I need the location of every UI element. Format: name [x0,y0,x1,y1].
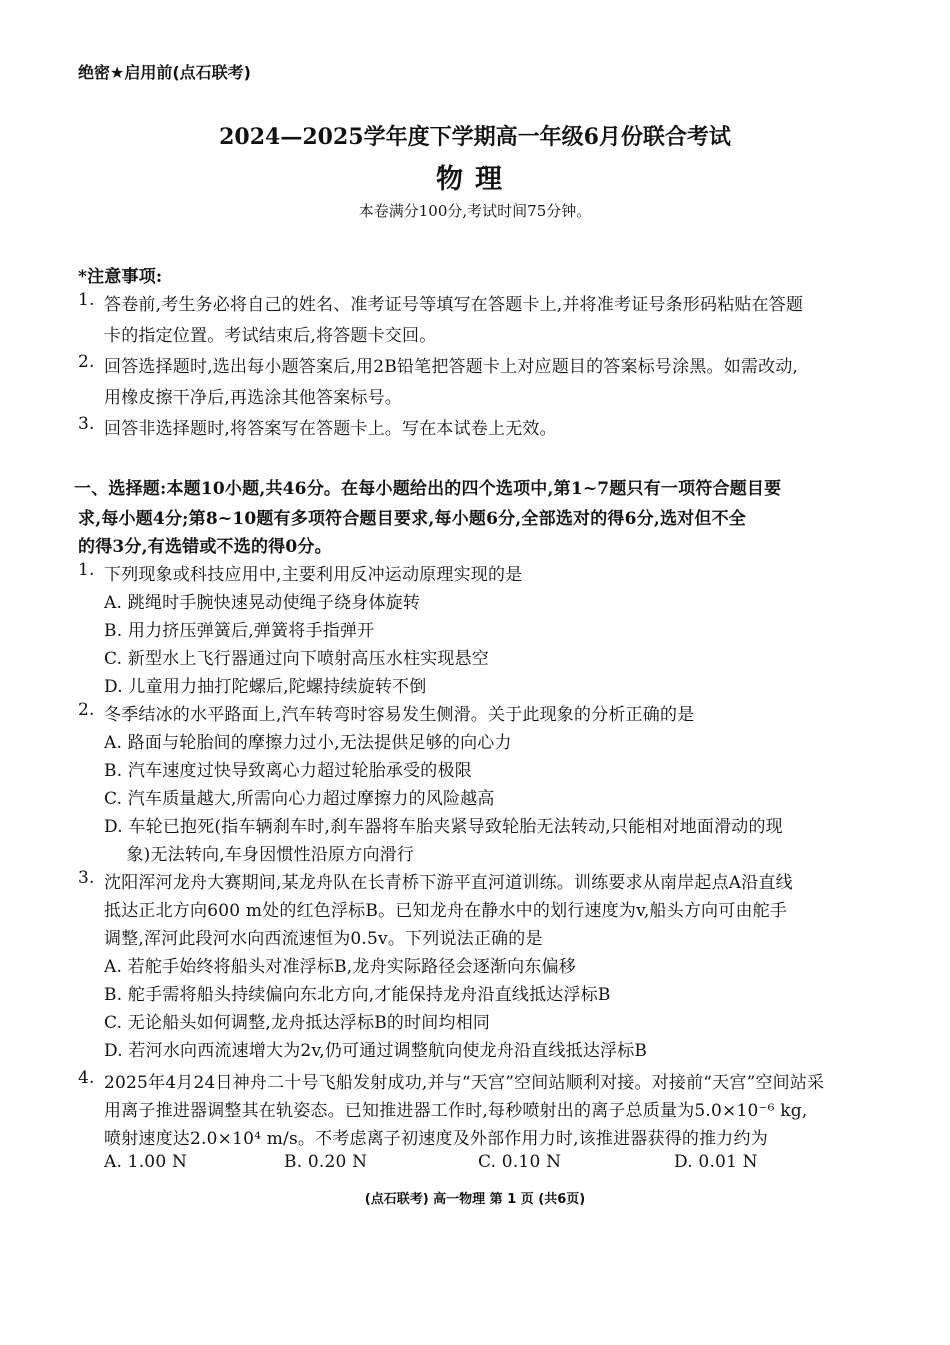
question-number: 1. [78,560,95,580]
option-b: B. 舵手需将船头持续偏向东北方向,才能保持龙舟沿直线抵达浮标B [104,985,611,1005]
question-stem: 喷射速度达2.0×10⁴ m/s。不考虑离子初速度及外部作用力时,该推进器获得的推力约为 [104,1129,768,1149]
option-d: D. 儿童用力抽打陀螺后,陀螺持续旋转不倒 [104,677,427,697]
question-number: 3. [78,868,95,888]
note-line: 卡的指定位置。考试结束后,将答题卡交回。 [104,326,437,346]
option-c: C. 汽车质量越大,所需向心力超过摩擦力的风险越高 [104,789,495,809]
question-stem: 沈阳浑河龙舟大赛期间,某龙舟队在长青桥下游平直河道训练。训练要求从南岸起点A沿直线 [104,873,793,893]
question-stem: 冬季结冰的水平路面上,汽车转弯时容易发生侧滑。关于此现象的分析正确的是 [104,705,695,725]
option-a: A. 路面与轮胎间的摩擦力过小,无法提供足够的向心力 [104,733,512,753]
option-c: C. 0.10 N [478,1152,562,1172]
question-number: 2. [78,700,95,720]
option-d: D. 0.01 N [674,1152,758,1172]
option-a: A. 1.00 N [104,1152,188,1172]
note-line: 用橡皮擦干净后,再选涂其他答案标号。 [104,388,403,408]
section-heading-line: 一、选择题:本题10小题,共46分。在每小题给出的四个选项中,第1~7题只有一项符合题目要 [74,479,782,499]
confidential-label: 绝密★启用前(点石联考) [78,63,251,82]
option-c: C. 无论船头如何调整,龙舟抵达浮标B的时间均相同 [104,1013,491,1033]
option-d: D. 若河水向西流速增大为2v,仍可通过调整航向使龙舟沿直线抵达浮标B [104,1041,648,1061]
section-heading-line: 求,每小题4分;第8~10题有多项符合题目要求,每小题6分,全部选对的得6分,选对但不全 [78,509,746,529]
subject-title: 物理 [436,164,514,195]
question-stem: 2025年4月24日神舟二十号飞船发射成功,并与“天宫”空间站顺利对接。对接前“天宫”空间站采 [104,1073,825,1093]
section-heading-line: 的得3分,有选错或不选的得0分。 [78,537,332,557]
note-number: 3. [78,414,95,434]
option-d-continued: 象)无法转向,车身因惯性沿原方向滑行 [104,845,415,865]
question-stem: 下列现象或科技应用中,主要利用反冲运动原理实现的是 [104,565,523,585]
question-stem: 抵达正北方向600 m处的红色浮标B。已知龙舟在静水中的划行速度为v,船头方向可由舵手 [104,901,788,921]
option-b: B. 用力挤压弹簧后,弹簧将手指弹开 [104,621,375,641]
question-stem: 调整,浑河此段河水向西流速恒为0.5v。下列说法正确的是 [104,929,543,949]
page-footer: (点石联考) 高一物理 第 1 页 (共6页) [364,1192,586,1207]
option-c: C. 新型水上飞行器通过向下喷射高压水柱实现悬空 [104,649,490,669]
question-number: 4. [78,1068,95,1088]
question-stem: 用离子推进器调整其在轨姿态。已知推进器工作时,每秒喷射出的离子总质量为5.0×10⁻⁶ kg, [104,1101,808,1121]
notes-heading: *注意事项: [78,267,163,287]
note-line: 答卷前,考生务必将自己的姓名、准考证号等填写在答题卡上,并将准考证号条形码粘贴在答题 [104,295,804,315]
option-b: B. 汽车速度过快导致离心力超过轮胎承受的极限 [104,761,472,781]
note-line: 回答选择题时,选出每小题答案后,用2B铅笔把答题卡上对应题目的答案标号涂黑。如需改动, [104,357,799,377]
full-mark-note: 本卷满分100分,考试时间75分钟。 [358,202,592,220]
option-d: D. 车轮已抱死(指车辆刹车时,刹车器将车胎夹紧导致轮胎无法转动,只能相对地面滑动的现 [104,817,783,837]
note-line: 回答非选择题时,将答案写在答题卡上。写在本试卷上无效。 [104,419,557,439]
note-number: 2. [78,352,95,372]
exam-title: 2024—2025学年度下学期高一年级6月份联合考试 [219,124,731,150]
note-number: 1. [78,290,95,310]
option-b: B. 0.20 N [284,1152,368,1172]
option-a: A. 跳绳时手腕快速晃动使绳子绕身体旋转 [104,593,421,613]
option-a: A. 若舵手始终将船头对准浮标B,龙舟实际路径会逐渐向东偏移 [104,957,576,977]
